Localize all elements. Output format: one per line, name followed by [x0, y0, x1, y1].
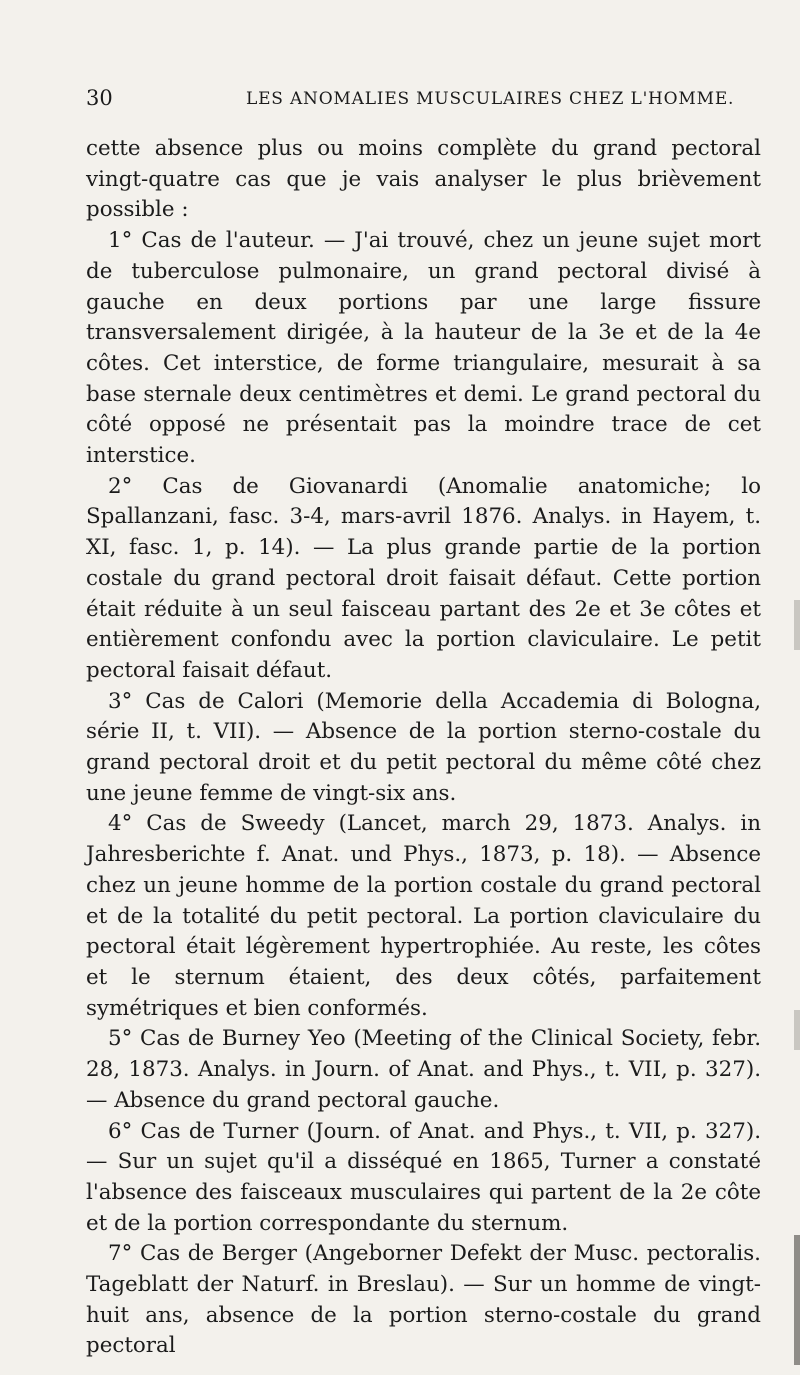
running-head: [86, 86, 746, 116]
page-number: 30: [86, 86, 113, 110]
paragraph-case-3: 3° Cas de Calori (Memorie della Accademia di Bologna, série II, t. VII). — Absence de la portion sterno-costale du grand pectoral droit et du petit pectoral du même côté chez une jeune femme de vingt-six ans.: [86, 688, 761, 806]
paragraph-case-5: 5° Cas de Burney Yeo (Meeting of the Clinical Society, febr. 28, 1873. Analys. in Journ. of Anat. and Phys., t. VII, p. 327). — Absence du grand pectoral gauche.: [86, 1026, 761, 1113]
paragraph-case-6: 6° Cas de Turner (Journ. of Anat. and Phys., t. VII, p. 327). — Sur un sujet qu'il a disséqué en 1865, Turner a constaté l'absence des faisceaux musculaires qui partent de la 2e côte et de la portion correspondante du sternum.: [86, 1118, 761, 1236]
paragraph-case-1: 1° Cas de l'auteur. — J'ai trouvé, chez un jeune sujet mort de tuberculose pulmonaire, un grand pectoral divisé à gauche en deux portions par une large fissure transversalement dirigée, à la hauteur de la 3e et de la 4e côtes. Cet interstice, de forme triangulaire, mesurait à sa base sternale deux centimètres et demi. Le grand pectoral du côté opposé ne présentait pas la moindre trace de cet interstice.: [86, 228, 761, 469]
paragraph-intro: cette absence plus ou moins complète du grand pectoral vingt-quatre cas que je vais analyser le plus brièvement possible :: [86, 136, 761, 223]
paragraph-case-4: 4° Cas de Sweedy (Lancet, march 29, 1873. Analys. in Jahresberichte f. Anat. und Phys., 1873, p. 18). — Absence chez un jeune homme de la portion costale du grand pectoral et de la totalité du petit pectoral. La portion claviculaire du pectoral était légèrement hypertrophiée. Au reste, les côtes et le sternum étaient, des deux côtés, parfaitement symétriques et bien conformés.: [86, 811, 761, 1021]
scan-edge-mark: [794, 600, 800, 650]
scan-edge-mark: [794, 1010, 800, 1050]
body-text: [86, 134, 761, 1362]
paragraph-case-2: 2° Cas de Giovanardi (Anomalie anatomiche; lo Spallanzani, fasc. 3-4, mars-avril 1876. Analys. in Hayem, t. XI, fasc. 1, p. 14). — La plus grande partie de la portion costale du grand pectoral droit faisait défaut. Cette portion était réduite à un seul faisceau partant des 2e et 3e côtes et entièrement confondu avec la portion claviculaire. Le petit pectoral faisait défaut.: [86, 473, 761, 683]
running-title: LES ANOMALIES MUSCULAIRES CHEZ L'HOMME.: [246, 89, 735, 109]
scan-edge-mark: [794, 1235, 800, 1365]
paragraph-case-7: 7° Cas de Berger (Angeborner Defekt der Musc. pectoralis. Tageblatt der Naturf. in Breslau). — Sur un homme de vingt-huit ans, absence de la portion sterno-costale du grand pectoral: [86, 1241, 761, 1359]
